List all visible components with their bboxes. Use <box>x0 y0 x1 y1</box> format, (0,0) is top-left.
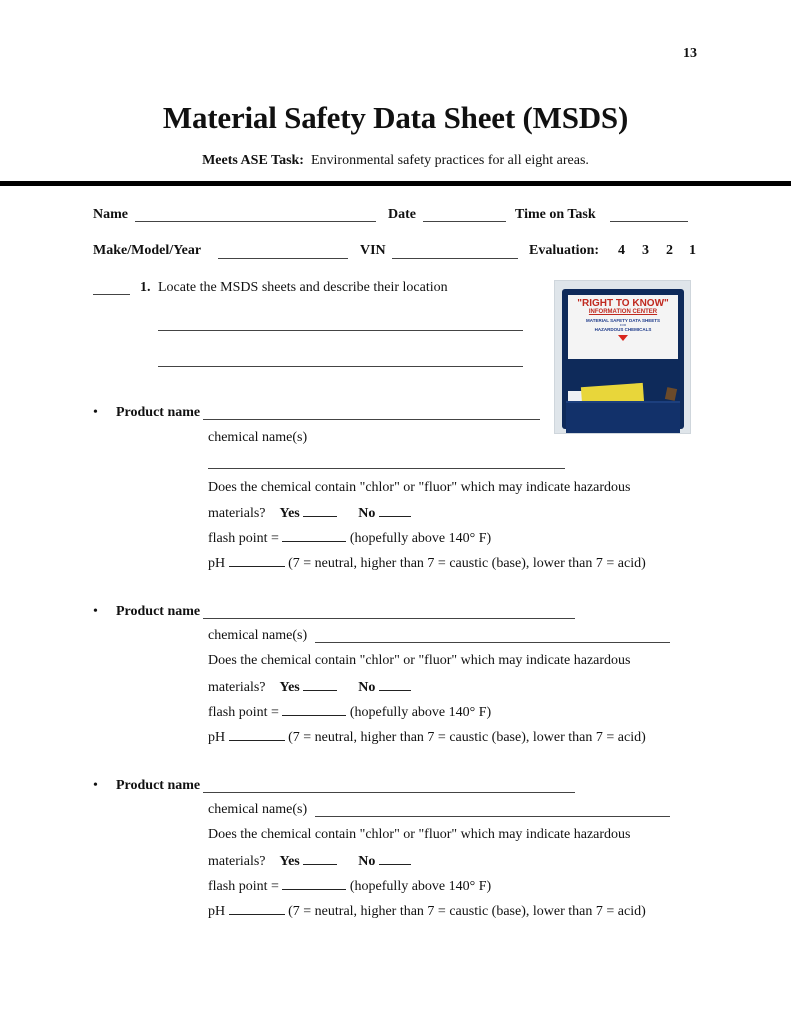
flash-point-row <box>208 529 491 547</box>
product-name-field[interactable] <box>203 419 540 420</box>
msds-station-photo <box>554 280 691 434</box>
no-label: No <box>358 680 376 695</box>
evaluation-label: Evaluation: <box>529 243 600 258</box>
yes-label: Yes <box>279 680 300 695</box>
flash-point-row <box>208 877 491 895</box>
ph-hint: (7 = neutral, higher than 7 = caustic (base), lower than 7 = acid) <box>288 904 646 919</box>
no-field[interactable] <box>379 852 411 865</box>
yes-label: Yes <box>279 854 300 869</box>
ase-task <box>0 153 791 169</box>
product-name-field[interactable] <box>203 618 575 619</box>
materials-label: materials? <box>208 854 266 869</box>
evaluation-option-2[interactable]: 2 <box>666 243 673 258</box>
date-field[interactable] <box>423 221 506 222</box>
chemical-names-label: chemical name(s) <box>208 802 308 817</box>
product-name-label: Product name <box>116 405 201 420</box>
header-divider <box>0 181 791 186</box>
evaluation-option-1[interactable]: 1 <box>689 243 696 258</box>
yes-field[interactable] <box>303 504 337 517</box>
time-on-task-label: Time on Task <box>515 207 596 222</box>
flash-point-field[interactable] <box>282 529 346 542</box>
materials-row <box>208 678 411 696</box>
ph-field[interactable] <box>229 902 285 915</box>
sign-line-1: "RIGHT TO KNOW" <box>577 298 669 309</box>
materials-label: materials? <box>208 506 266 521</box>
chemical-names-label: chemical name(s) <box>208 430 308 445</box>
chemical-names-field[interactable] <box>315 642 670 643</box>
ph-row <box>208 902 646 920</box>
name-field[interactable] <box>135 221 376 222</box>
right-to-know-sign <box>568 295 678 359</box>
flash-point-label: flash point = <box>208 531 279 546</box>
yes-field[interactable] <box>303 852 337 865</box>
ph-row <box>208 728 646 746</box>
sign-line-5: HAZARDOUS CHEMICALS <box>594 327 652 332</box>
chlor-fluor-question: Does the chemical contain "chlor" or "fluor" which may indicate hazardous <box>208 827 631 842</box>
yes-label: Yes <box>279 506 300 521</box>
chlor-fluor-question: Does the chemical contain "chlor" or "fluor" which may indicate hazardous <box>208 653 631 668</box>
materials-label: materials? <box>208 680 266 695</box>
materials-row <box>208 504 411 522</box>
ph-field[interactable] <box>229 728 285 741</box>
page-title: Material Safety Data Sheet (MSDS) <box>162 100 629 135</box>
msds-board <box>562 289 684 429</box>
bullet-icon: • <box>93 405 98 420</box>
chemical-names-label: chemical name(s) <box>208 628 308 643</box>
make-model-year-label: Make/Model/Year <box>93 243 202 258</box>
date-label: Date <box>388 207 416 222</box>
no-label: No <box>358 506 376 521</box>
flash-point-hint: (hopefully above 140° F) <box>349 705 492 720</box>
product-name-label: Product name <box>116 778 201 793</box>
no-field[interactable] <box>379 504 411 517</box>
sign-line-4: FOR <box>619 323 627 327</box>
step1-text: Locate the MSDS sheets and describe their location <box>158 280 448 295</box>
flash-point-field[interactable] <box>282 877 346 890</box>
document-pocket <box>566 401 680 434</box>
sign-line-3: MATERIAL SAFETY DATA SHEETS <box>586 318 660 323</box>
page-number: 13 <box>683 46 697 61</box>
chemical-names-field[interactable] <box>208 468 565 469</box>
small-booklet <box>665 387 677 401</box>
make-model-year-field[interactable] <box>218 258 348 259</box>
ase-task-label: Meets ASE Task: <box>202 153 304 168</box>
ph-label: pH <box>208 556 226 571</box>
ase-task-text: Environmental safety practices for all eight areas. <box>310 153 589 168</box>
flash-point-hint: (hopefully above 140° F) <box>349 879 492 894</box>
flash-point-label: flash point = <box>208 879 279 894</box>
product-name-field[interactable] <box>203 792 575 793</box>
evaluation-option-3[interactable]: 3 <box>642 243 649 258</box>
arrow-down-icon <box>618 335 628 341</box>
chemical-names-field[interactable] <box>315 816 670 817</box>
flash-point-field[interactable] <box>282 703 346 716</box>
name-label: Name <box>93 207 128 222</box>
ph-label: pH <box>208 730 226 745</box>
chlor-fluor-question: Does the chemical contain "chlor" or "fluor" which may indicate hazardous <box>208 480 631 495</box>
ph-hint: (7 = neutral, higher than 7 = caustic (base), lower than 7 = acid) <box>288 556 646 571</box>
vin-label: VIN <box>360 243 386 258</box>
vin-field[interactable] <box>392 258 518 259</box>
bullet-icon: • <box>93 604 98 619</box>
flash-point-row <box>208 703 491 721</box>
evaluation-option-4[interactable]: 4 <box>618 243 625 258</box>
product-name-label: Product name <box>116 604 201 619</box>
materials-row <box>208 852 411 870</box>
no-label: No <box>358 854 376 869</box>
no-field[interactable] <box>379 678 411 691</box>
yes-field[interactable] <box>303 678 337 691</box>
bullet-icon: • <box>93 778 98 793</box>
ph-hint: (7 = neutral, higher than 7 = caustic (base), lower than 7 = acid) <box>288 730 646 745</box>
ph-field[interactable] <box>229 554 285 567</box>
ph-row <box>208 554 646 572</box>
time-on-task-field[interactable] <box>610 221 688 222</box>
step1-check-field[interactable] <box>93 294 130 295</box>
sign-line-2: INFORMATION CENTER <box>588 309 658 315</box>
flash-point-hint: (hopefully above 140° F) <box>349 531 492 546</box>
flash-point-label: flash point = <box>208 705 279 720</box>
ph-label: pH <box>208 904 226 919</box>
step1-number: 1. <box>140 280 151 295</box>
step1-answer-line-2[interactable] <box>158 366 523 367</box>
step1-answer-line-1[interactable] <box>158 330 523 331</box>
